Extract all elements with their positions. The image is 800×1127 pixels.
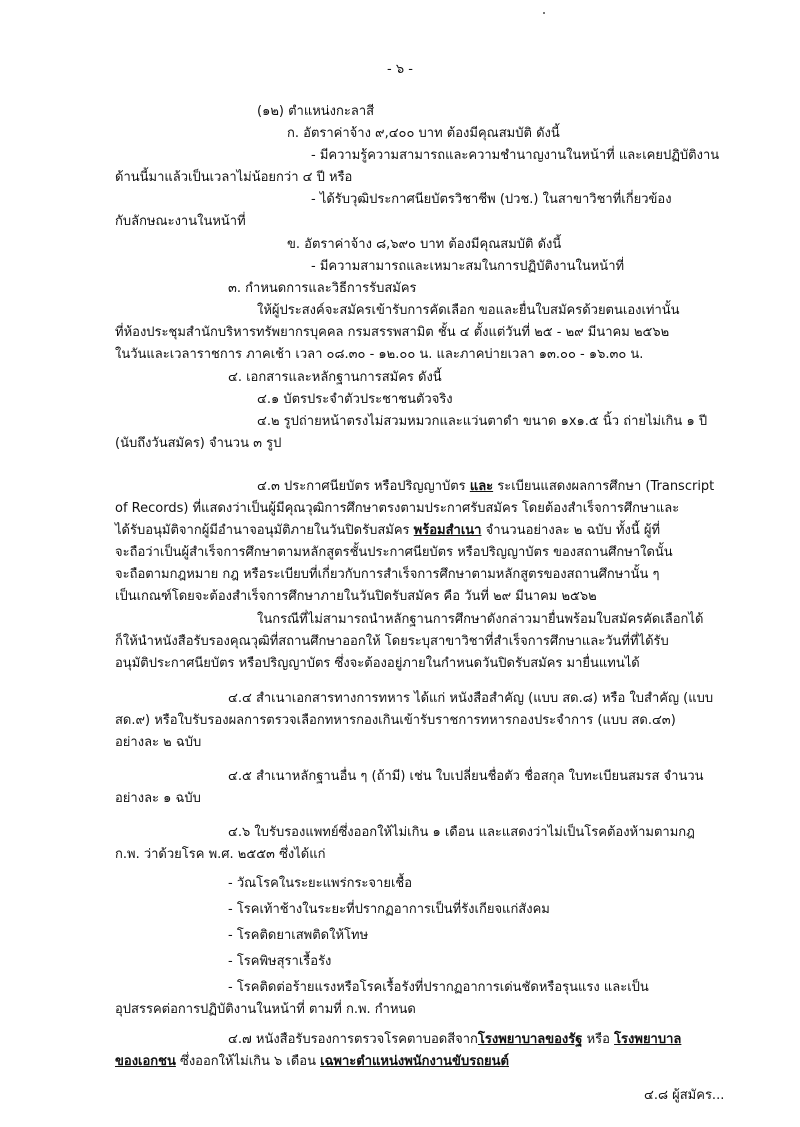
paragraph-line: (นับถึงวันสมัคร) จำนวน ๓ รูป [115,436,282,451]
qualification-line: - ได้รับวุฒิประกาศนียบัตรวิชาชีพ (ปวช.) ในสาขาวิชาที่เกี่ยวข้อง [311,192,672,207]
paragraph-line: จะถือว่าเป็นผู้สำเร็จการศึกษาตามหลักสูตรชั้นประกาศนียบัตร หรือปริญญาบัตร ของสถานศึกษาใดนั้น [115,545,673,560]
section-3-heading: ๓. กำหนดการและวิธีการรับสมัคร [228,281,417,296]
section-4-heading: ๔. เอกสารและหลักฐานการสมัคร ดังนี้ [228,370,442,385]
paragraph-line: อย่างละ ๒ ฉบับ [115,735,202,750]
qualification-line: กับลักษณะงานในหน้าที่ [115,214,246,229]
paragraph-line: เป็นเกณฑ์โดยจะต้องสำเร็จการศึกษาภายในวันปิดรับสมัคร คือ วันที่ ๒๙ มีนาคม ๒๕๖๒ [115,589,597,604]
paragraph-line: ให้ผู้ประสงค์จะสมัครเข้ารับการคัดเลือก ขอและยื่นใบสมัครด้วยตนเองเท่านั้น [257,303,680,318]
qualification-line: ด้านนี้มาแล้วเป็นเวลาไม่น้อยกว่า ๔ ปี หรือ [115,170,353,185]
qualification-line: - มีความรู้ความสามารถและความชำนาญงานในหน้าที่ และเคยปฏิบัติงาน [311,148,720,163]
paragraph-line: ก.พ. ว่าด้วยโรค พ.ศ. ๒๕๕๓ ซึ่งได้แก่ [115,847,326,862]
paragraph-line: ก็ให้นำหนังสือรับรองคุณวุฒิที่สถานศึกษาออกให้ โดยระบุสาขาวิชาที่สำเร็จการศึกษาและวันที่ที่ได้รับ [115,634,669,649]
paragraph-line: อย่างละ ๑ ฉบับ [115,791,201,806]
wage-rate-a: ก. อัตราค่าจ้าง ๙,๔๐๐ บาท ต้องมีคุณสมบัติ ดังนี้ [287,126,560,141]
paragraph-line: อุปสรรคต่อการปฏิบัติงานในหน้าที่ ตามที่ ก.พ. กำหนด [115,1002,416,1017]
emphasis-driver-only: เฉพาะตำแหน่งพนักงานขับรถยนต์ [320,1054,509,1069]
emphasis-hospital: โรงพยาบาล [614,1032,682,1047]
qualification-line: - มีความสามารถและเหมาะสมในการปฏิบัติงานในหน้าที่ [311,259,625,274]
paragraph-line [115,1052,509,1072]
item-4-5: ๔.๕ สำเนาหลักฐานอื่น ๆ (ถ้ามี) เช่น ใบเปลี่ยนชื่อตัว ชื่อสกุล ใบทะเบียนสมรส จำนวน [228,769,704,784]
page-number: - ๖ - [387,62,413,77]
item-4-6: ๔.๖ ใบรับรองแพทย์ซึ่งออกให้ไม่เกิน ๑ เดือน และแสดงว่าไม่เป็นโรคต้องห้ามตามกฎ [228,825,695,840]
disease-item: - วัณโรคในระยะแพร่กระจายเชื้อ [228,876,413,891]
emphasis-private: ของเอกชน [115,1054,176,1069]
disease-item: - โรคติดต่อร้ายแรงหรือโรคเรื้อรังที่ปรากฏอาการเด่นชัดหรือรุนแรง และเป็น [228,980,649,995]
paragraph-line: ในกรณีที่ไม่สามารถนำหลักฐานการศึกษาดังกล่าวมายื่นพร้อมใบสมัครคัดเลือกได้ [257,612,704,627]
text-run: หรือ [582,1032,615,1047]
paragraph-line: จะถือตามกฎหมาย กฎ หรือระเบียบที่เกี่ยวกับการสำเร็จการศึกษาตามหลักสูตรของสถานศึกษานั้น ๆ [115,567,660,582]
paragraph-line: of Records) ที่แสดงว่าเป็นผู้มีคุณวุฒิการศึกษาตรงตามประกาศรับสมัคร โดยต้องสำเร็จการศึกษาและ [115,501,680,516]
emphasis-state-hospital: โรงพยาบาลของรัฐ [477,1032,583,1047]
wage-rate-b: ข. อัตราค่าจ้าง ๘,๖๙๐ บาท ต้องมีคุณสมบัติ ดังนี้ [287,237,562,252]
paragraph-line: ในวันและเวลาราชการ ภาคเช้า เวลา ๐๘.๓๐ - ๑๒.๐๐ น. และภาคบ่ายเวลา ๑๓.๐๐ - ๑๖.๓๐ น. [115,347,644,362]
continuation-text: ๔.๘ ผู้สมัคร... [644,1088,725,1103]
paragraph-line: สด.๙) หรือใบรับรองผลการตรวจเลือกทหารกองเกินเข้ารับราชการทหารกองประจำการ (แบบ สด.๔๓) [115,713,676,728]
scan-speck [543,12,545,14]
item-4-1: ๔.๑ บัตรประจำตัวประชาชนตัวจริง [257,392,453,407]
disease-item: - โรคเท้าช้างในระยะที่ปรากฏอาการเป็นที่รังเกียจแก่สังคม [228,902,550,917]
item-4-4: ๔.๔ สำเนาเอกสารทางการทหาร ได้แก่ หนังสือสำคัญ (แบบ สด.๘) หรือ ใบสำคัญ (แบบ [228,691,714,706]
item-4-2: ๔.๒ รูปถ่ายหน้าตรงไม่สวมหมวกและแว่นตาดำ ขนาด ๑x๑.๕ นิ้ว ถ่ายไม่เกิน ๑ ปี [257,414,708,429]
paragraph-line: อนุมัติประกาศนียบัตร หรือปริญญาบัตร ซึ่งจะต้องอยู่ภายในกำหนดวันปิดรับสมัคร มายื่นแทนได้ [115,656,640,671]
position-heading: (๑๒) ตำแหน่งกะลาสี [257,104,375,119]
item-4-7 [228,1030,681,1050]
paragraph-line: ที่ห้องประชุมสำนักบริหารทรัพยากรบุคคล กรมสรรพสามิต ชั้น ๔ ตั้งแต่วันที่ ๒๕ - ๒๙ มีนาคม ๒๕๖๒ [115,325,670,340]
item-4-3 [257,477,714,497]
paragraph-line [115,521,660,541]
text-run: ซึ่งออกให้ไม่เกิน ๖ เดือน [175,1054,321,1069]
emphasis-with-copy: พร้อมสำเนา [413,523,482,538]
text-run: ๔.๗ หนังสือรับรองการตรวจโรคตาบอดสีจาก [228,1032,478,1047]
emphasis-and: และ [469,479,494,494]
text-run: ระเบียนแสดงผลการศึกษา (Transcript [493,479,715,494]
disease-item: - โรคพิษสุราเรื้อรัง [228,954,332,969]
text-run: ได้รับอนุมัติจากผู้มีอำนาจอนุมัติภายในวันปิดรับสมัคร [115,523,414,538]
text-run: ๔.๓ ประกาศนียบัตร หรือปริญญาบัตร [257,479,470,494]
text-run: จำนวนอย่างละ ๒ ฉบับ ทั้งนี้ ผู้ที่ [481,523,661,538]
disease-item: - โรคติดยาเสพติดให้โทษ [228,928,369,943]
